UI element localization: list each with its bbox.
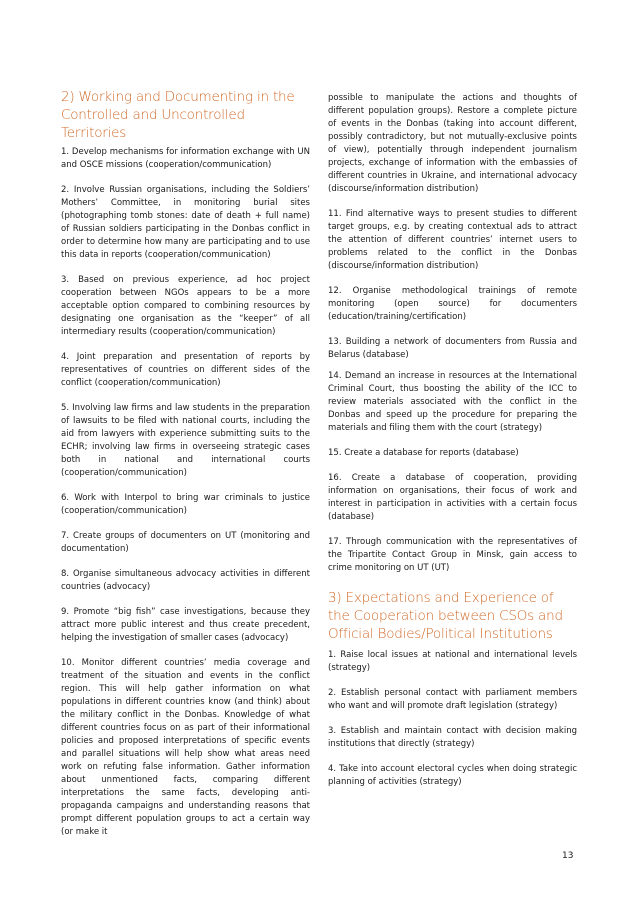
list-item: 11. Find alternative ways to present studies to different target groups, e.g. by creating contextual ads to attract the attention of different countries’ internet users to problems related to the conflict in the Donbas (discourse/information distribution)	[328, 209, 577, 271]
left-column	[61, 88, 310, 851]
list-item: 8. Organise simultaneous advocacy activities in different countries (advocacy)	[61, 569, 310, 592]
list-item: 7. Create groups of documenters on UT (monitoring and documentation)	[61, 531, 310, 554]
list-item: 4. Joint preparation and presentation of reports by representatives of countries on different sides of the conflict (cooperation/communication)	[61, 352, 310, 388]
list-item: 16. Create a database of cooperation, providing information on organisations, their focus of work and interest in participation in activities with a certain focus (database)	[328, 473, 577, 522]
list-item: 3. Establish and maintain contact with decision making institutions that directly (strategy)	[328, 726, 577, 749]
right-column	[328, 92, 577, 801]
list-item: 10. Monitor different countries’ media coverage and treatment of the situation and events in the conflict region. This will help gather information on what populations in different countries know (and think) about the military conflict in the Donbas. Knowledge of what different countries focus on as part of their informational policies and proposed interpretations of specific events and parallel situations will help show what areas need work on refuting false information. Gather information about unmentioned facts, comparing different interpretations the same facts, developing anti-propaganda campaigns and understanding reasons that prompt different population groups to act a certain way (or make it	[61, 658, 310, 837]
list-item: 17. Through communication with the representatives of the Tripartite Contact Group in Minsk, gain access to crime monitoring on UT (UT)	[328, 537, 577, 573]
section-heading-working-documenting: 2) Working and Documenting in the Controlled and Uncontrolled Territories	[61, 89, 295, 141]
page-number: 13	[562, 851, 574, 861]
list-item: 2. Involve Russian organisations, including the Soldiers’ Mothers’ Committee, in monitoring burial sites (photographing tomb stones: date of death + full name) of Russian soldiers participating in the Donbas conflict in order to determine how many are participating and to use this data in reports (cooperation/communication)	[61, 185, 310, 260]
list-item: 2. Establish personal contact with parliament members who want and will promote draft legislation (strategy)	[328, 688, 577, 711]
list-item: 15. Create a database for reports (database)	[328, 448, 519, 458]
list-item: 1. Develop mechanisms for information exchange with UN and OSCE missions (cooperation/communication)	[61, 147, 310, 170]
list-item: 4. Take into account electoral cycles when doing strategic planning of activities (strategy)	[328, 764, 577, 787]
list-item: 13. Building a network of documenters from Russia and Belarus (database)	[328, 337, 577, 360]
continued-paragraph: possible to manipulate the actions and thoughts of different population groups). Restore a complete picture of events in the Donbas (taking into account different, possibly contradictory, but not mutually-exclusive points of view), potentially through independent journalism projects, exchange of information with the embassies of different countries in Ukraine, and international advocacy (discourse/information distribution)	[328, 93, 577, 194]
list-item: 14. Demand an increase in resources at the International Criminal Court, thus boosting the ability of the ICC to review materials associated with the conflict in the Donbas and speed up the procedure for preparing the materials and filing them with the court (strategy)	[328, 371, 577, 433]
section-heading-expectations-cooperation: 3) Expectations and Experience of the Cooperation between CSOs and Official Bodies/Political Institutions	[328, 590, 563, 642]
list-item: 1. Raise local issues at national and international levels (strategy)	[328, 650, 577, 673]
list-item: 5. Involving law firms and law students in the preparation of lawsuits to be filed with national courts, including the aid from lawyers with experience submitting suits to the ECHR; involving law firms in overseeing strategic cases both in national and international courts (cooperation/communication)	[61, 403, 310, 478]
list-item: 12. Organise methodological trainings of remote monitoring (open source) for documenters (education/training/certification)	[328, 286, 577, 322]
list-item: 9. Promote “big fish” case investigations, because they attract more public interest and thus create precedent, helping the investigation of smaller cases (advocacy)	[61, 607, 310, 643]
list-item: 6. Work with Interpol to bring war criminals to justice (cooperation/communication)	[61, 493, 310, 516]
list-item: 3. Based on previous experience, ad hoc project cooperation between NGOs appears to be a more acceptable option compared to combining resources by designating one organisation as the “keeper” of all intermediary results (cooperation/communication)	[61, 275, 310, 337]
